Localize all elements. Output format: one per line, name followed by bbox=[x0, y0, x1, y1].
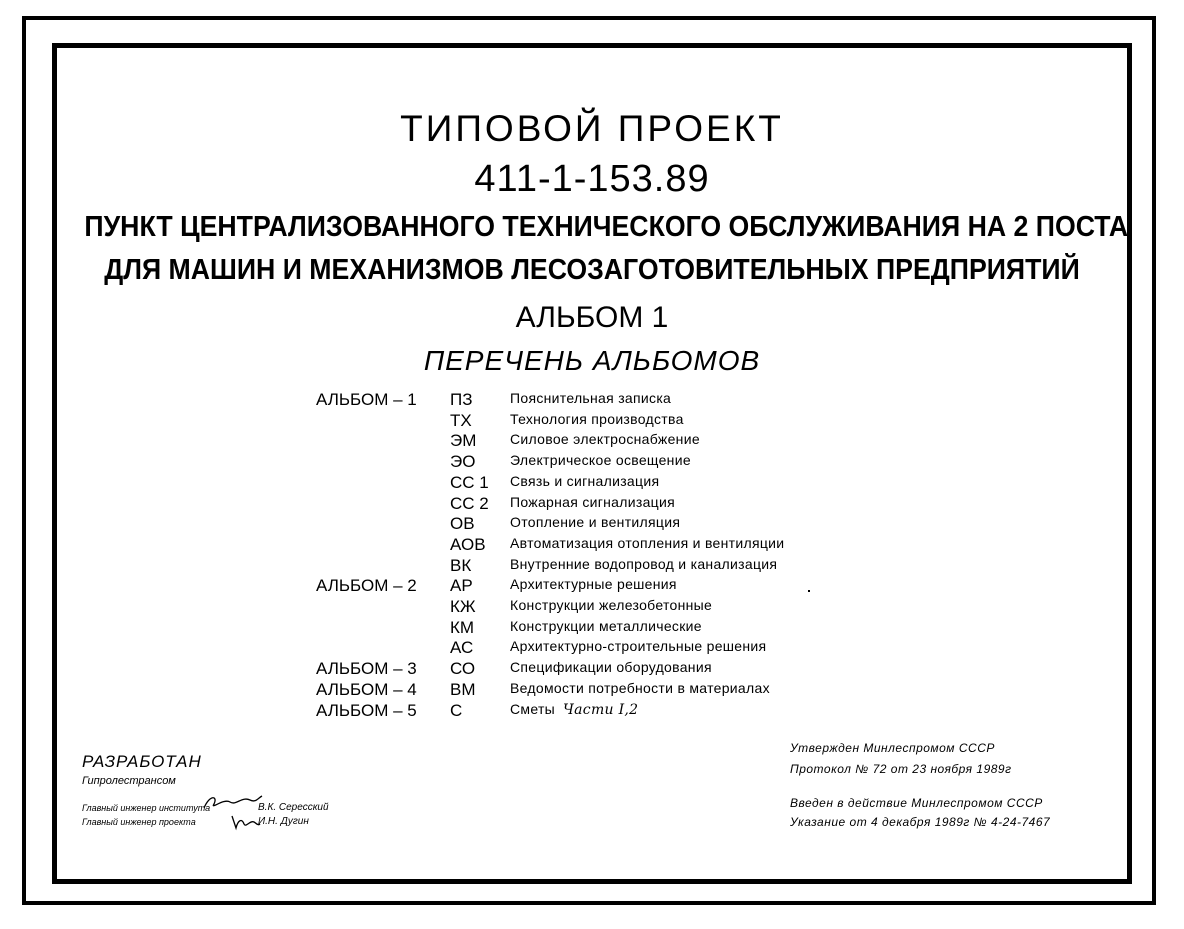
section-description bbox=[510, 701, 638, 718]
section-description-text: Технология производства bbox=[510, 410, 684, 427]
album-label: АЛЬБОМ – 5 bbox=[316, 700, 417, 720]
album-title: АЛЬБОМ 1 bbox=[515, 301, 669, 334]
section-description-text: Отопление и вентиляция bbox=[510, 514, 681, 531]
section-description bbox=[510, 638, 766, 654]
project-name-line-1: ПУНКТ ЦЕНТРАЛИЗОВАННОГО ТЕХНИЧЕСКОГО ОБСЛУЖИВАНИЯ НА 2 ПОСТА bbox=[84, 211, 1129, 243]
section-code: КМ bbox=[450, 617, 475, 637]
section-code: СС 2 bbox=[450, 493, 489, 513]
section-description bbox=[510, 680, 770, 696]
album-label: АЛЬБОМ – 4 bbox=[316, 679, 417, 699]
section-description-text: Конструкции металлические bbox=[510, 617, 702, 634]
section-description bbox=[510, 411, 684, 427]
project-name-line-2: ДЛЯ МАШИН И МЕХАНИЗМОВ ЛЕСОЗАГОТОВИТЕЛЬНЫХ ПРЕДПРИЯТИЙ bbox=[104, 254, 1080, 286]
developer-org: Гипролестрансом bbox=[82, 775, 176, 787]
section-description bbox=[510, 618, 702, 634]
section-code: АС bbox=[450, 638, 474, 658]
section-code: ЭО bbox=[450, 452, 476, 472]
approval-line-2: Протокол № 72 от 23 ноября 1989г bbox=[790, 762, 1012, 776]
section-description-text: Связь и сигнализация bbox=[510, 472, 660, 489]
section-description-text: Автоматизация отопления и вентиляции bbox=[510, 534, 785, 551]
section-code: ТХ bbox=[450, 410, 472, 430]
section-description-text: Ведомости потребности в материалах bbox=[510, 679, 770, 696]
section-code: СО bbox=[450, 659, 476, 679]
section-description bbox=[510, 390, 671, 406]
chief-project-label: Главный инженер проекта bbox=[82, 817, 196, 827]
section-code: ВК bbox=[450, 555, 472, 575]
section-code: АР bbox=[450, 576, 473, 596]
section-code: ВМ bbox=[450, 679, 476, 699]
chief-institute-name: В.К. Сересский bbox=[258, 802, 329, 813]
document-title: ТИПОВОЙ ПРОЕКТ bbox=[400, 108, 784, 149]
section-code: АОВ bbox=[450, 534, 486, 554]
section-description bbox=[510, 473, 659, 489]
signature-chief-project bbox=[228, 810, 262, 832]
section-description-text: Архитектурные решения bbox=[510, 576, 677, 593]
section-description-text: Силовое электроснабжение bbox=[510, 431, 700, 448]
section-description bbox=[510, 576, 677, 592]
stray-dot bbox=[808, 590, 810, 592]
section-description-text: Электрическое освещение bbox=[510, 452, 691, 469]
developer-title: РАЗРАБОТАН bbox=[82, 752, 202, 771]
section-code: ЭМ bbox=[450, 431, 477, 451]
album-label: АЛЬБОМ – 1 bbox=[316, 390, 417, 409]
section-description-text: Пожарная сигнализация bbox=[510, 493, 675, 510]
section-description bbox=[510, 494, 675, 510]
section-description bbox=[510, 556, 777, 572]
section-description bbox=[510, 514, 680, 530]
section-description-text: Спецификации оборудования bbox=[510, 659, 712, 676]
section-description-text: Конструкции железобетонные bbox=[510, 597, 713, 613]
section-description bbox=[510, 597, 712, 613]
section-code: ПЗ bbox=[450, 390, 473, 409]
section-description bbox=[510, 659, 712, 675]
section-description-text: Внутренние водопровод и канализация bbox=[510, 555, 778, 572]
section-description-text: Архитектурно-строительные решения bbox=[510, 638, 767, 655]
approval-line-1: Утвержден Минлеспромом СССР bbox=[790, 741, 995, 755]
list-title: ПЕРЕЧЕНЬ АЛЬБОМОВ bbox=[423, 345, 761, 376]
section-code: ОВ bbox=[450, 514, 475, 534]
section-description bbox=[510, 452, 691, 468]
approval-line-3: Введен в действие Минлеспромом СССР bbox=[790, 796, 1043, 810]
approval-line-4: Указание от 4 декабря 1989г № 4-24-7467 bbox=[790, 815, 1051, 829]
section-description bbox=[510, 535, 784, 551]
album-label: АЛЬБОМ – 2 bbox=[316, 576, 417, 596]
section-description bbox=[510, 431, 700, 447]
album-label: АЛЬБОМ – 3 bbox=[316, 659, 417, 679]
chief-project-name: И.Н. Дугин bbox=[258, 816, 309, 827]
section-code: СС 1 bbox=[450, 472, 489, 492]
section-description-text: Пояснительная записка bbox=[510, 390, 672, 406]
section-code: С bbox=[450, 700, 463, 720]
section-description-text: Сметы bbox=[510, 700, 556, 717]
chief-institute-label: Главный инженер института bbox=[82, 803, 211, 813]
section-extra: Части I,2 bbox=[563, 701, 639, 718]
project-number: 411-1-153.89 bbox=[474, 158, 710, 200]
section-code: КЖ bbox=[450, 597, 476, 616]
